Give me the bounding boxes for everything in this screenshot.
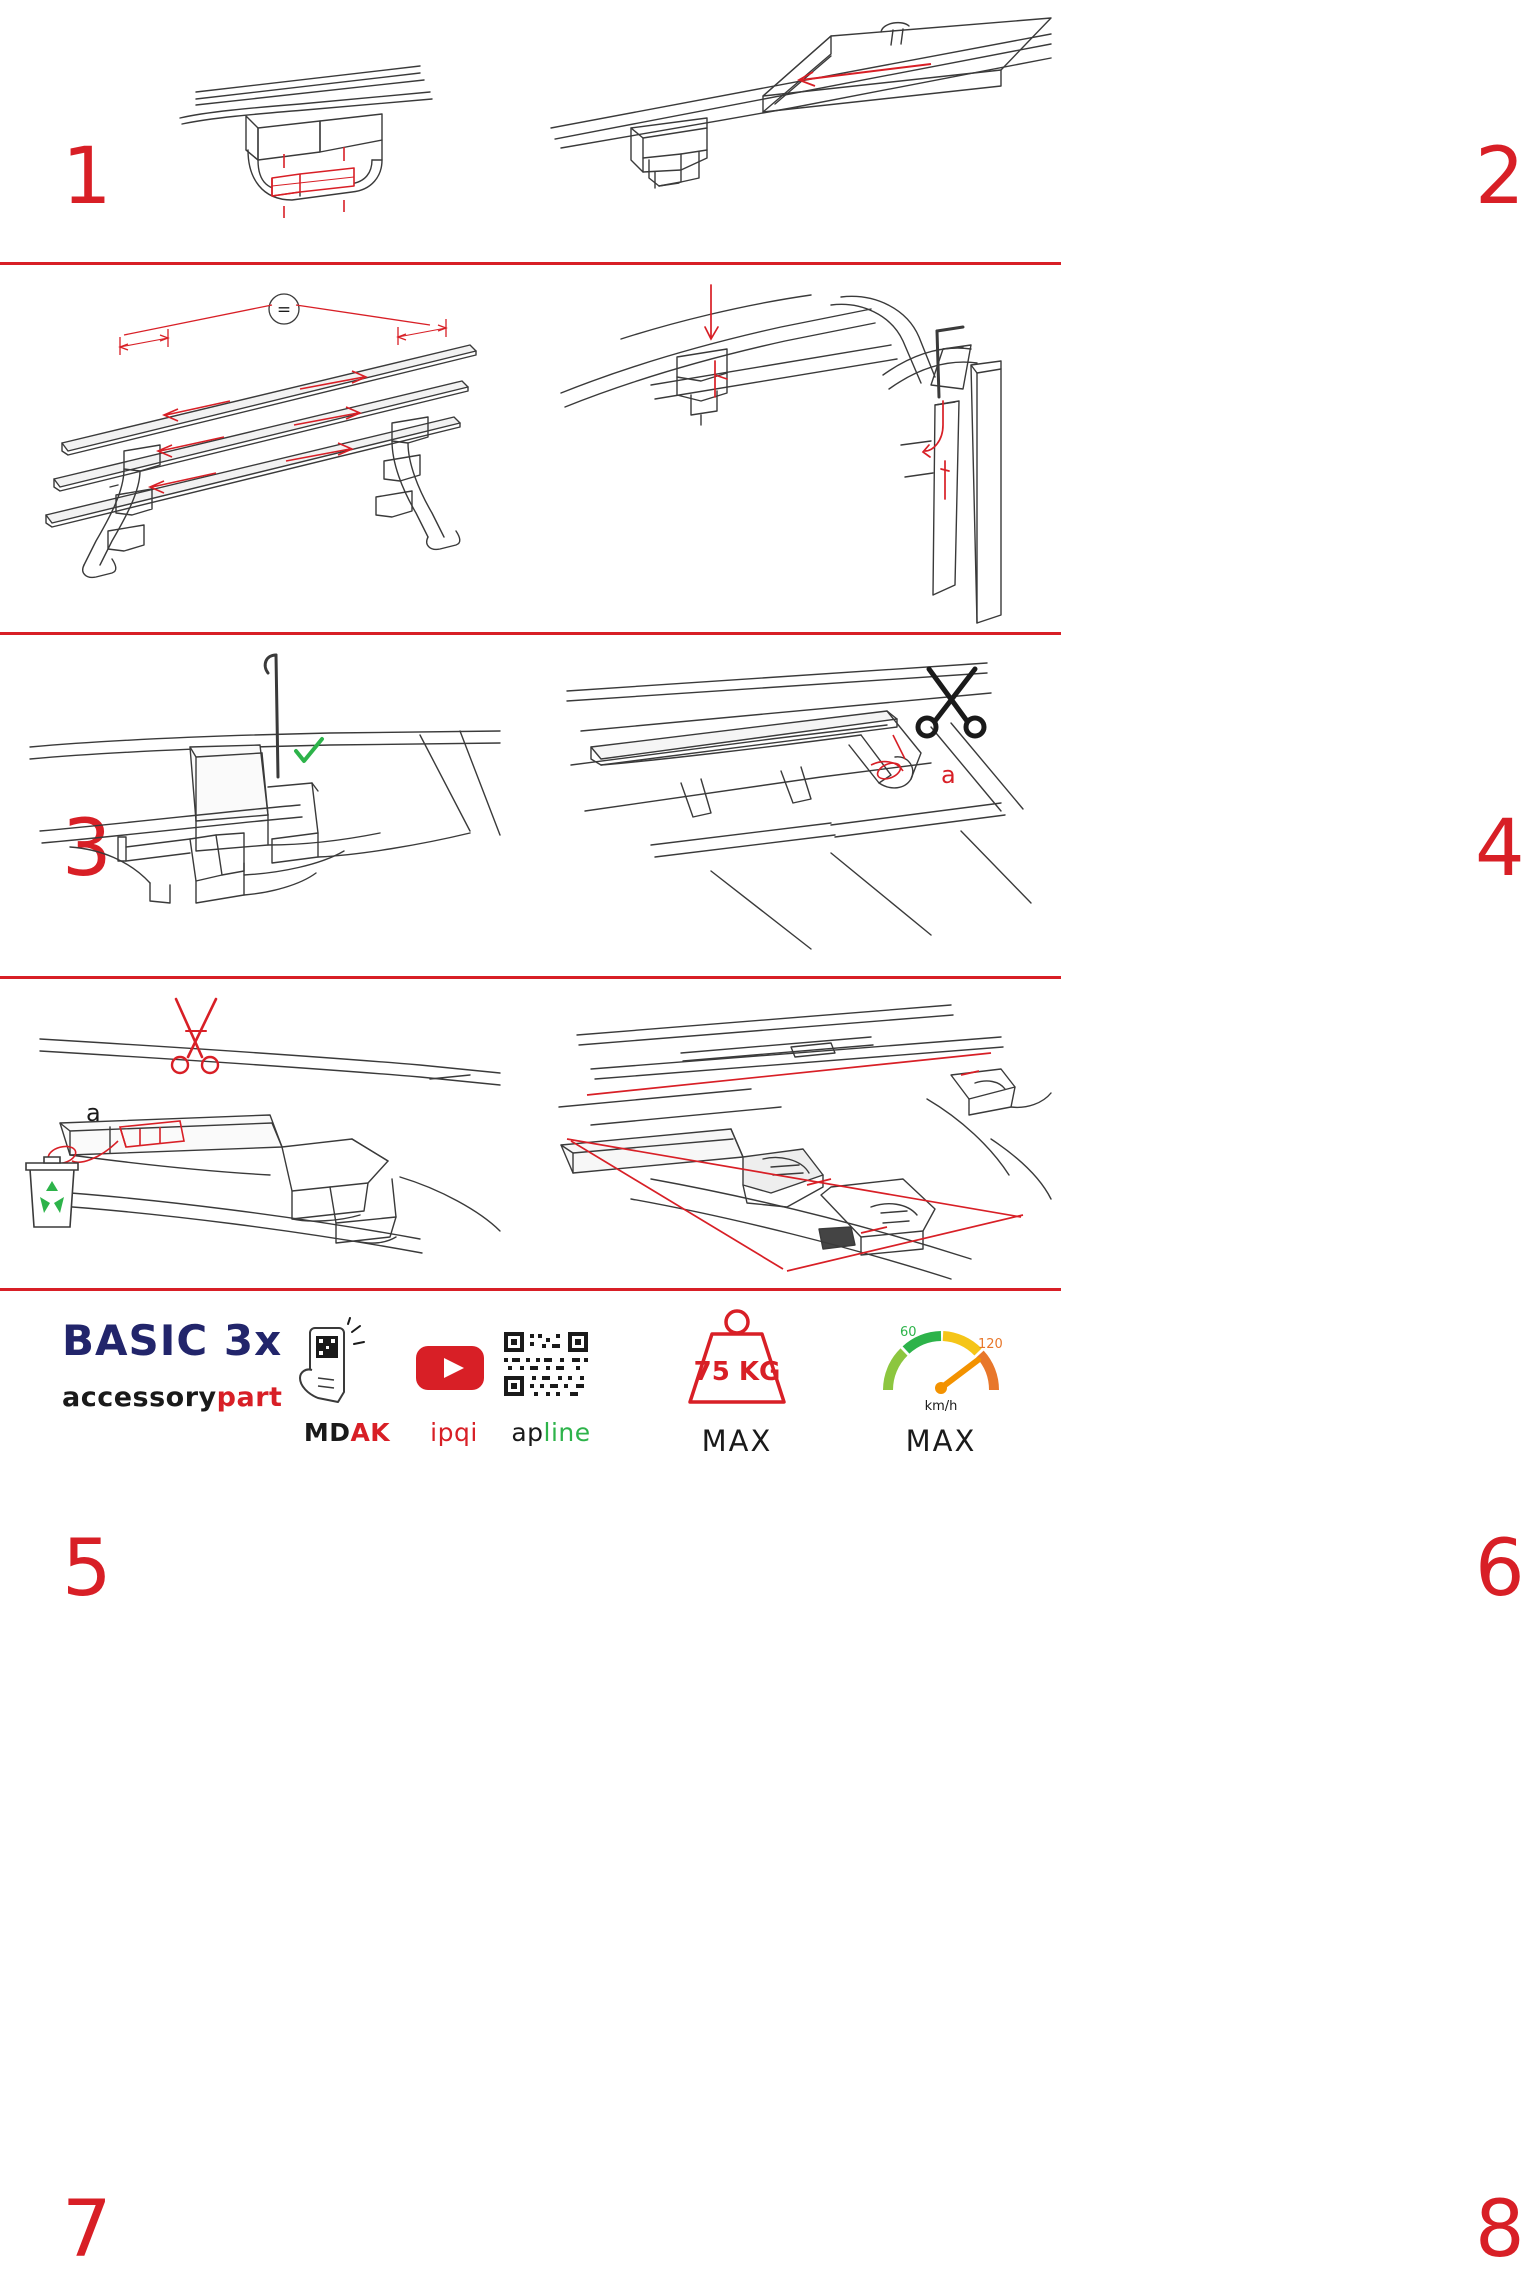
step-number-4: 4 <box>1475 804 1525 894</box>
step-number-6: 6 <box>1475 1524 1525 1614</box>
step-3-illustration <box>0 265 530 632</box>
speed-unit: km/h <box>924 1399 958 1414</box>
brand-accessory-text: accessory <box>62 1382 217 1413</box>
brand-basic-text: BASIC 3 <box>62 1316 255 1365</box>
check-mark-icon <box>296 739 322 761</box>
brand-basic-line <box>62 1316 292 1365</box>
step-2-illustration <box>531 0 1061 262</box>
equal-symbol: = <box>276 300 292 320</box>
max-speed-badge <box>866 1306 1016 1458</box>
step-1-illustration <box>0 0 530 262</box>
step-7-illustration <box>0 979 530 1288</box>
step-5-illustration <box>0 635 530 976</box>
max-speed-caption: MAX <box>905 1424 977 1458</box>
step-6-illustration <box>531 635 1061 976</box>
step-number-8: 8 <box>1475 2185 1525 2275</box>
divider-4 <box>0 1288 1061 1291</box>
scissors-icon <box>918 669 984 736</box>
logo-mdak-label: MDAK <box>303 1418 391 1447</box>
step-number-7: 7 <box>62 2185 112 2275</box>
footer <box>0 1292 1061 1500</box>
step-panel-4 <box>531 265 1525 894</box>
speed-scale-min: 60 <box>900 1325 917 1340</box>
label-a-step6: a <box>941 761 956 789</box>
step-number-2: 2 <box>1475 132 1525 222</box>
hand-phone-qr-icon <box>288 1322 398 1408</box>
step-8-illustration <box>531 979 1061 1288</box>
logo-mdak[interactable] <box>288 1322 406 1447</box>
max-load-caption: MAX <box>701 1424 773 1458</box>
logo-apline[interactable] <box>486 1322 616 1447</box>
label-a-step7: a <box>86 1099 101 1127</box>
max-load-value: 75 KG <box>693 1357 781 1387</box>
logo-ipqi-label: ipqi <box>430 1418 478 1447</box>
brand-part-text: part <box>216 1382 283 1413</box>
step-4-illustration <box>531 265 1061 632</box>
speed-scale-max: 120 <box>978 1337 1003 1352</box>
brand-basic-suffix: x <box>254 1316 283 1365</box>
speedometer-icon <box>866 1306 1016 1418</box>
max-load-badge <box>672 1306 802 1458</box>
step-number-5: 5 <box>62 1524 112 1614</box>
step-number-3: 3 <box>62 804 112 894</box>
brand-block <box>62 1316 292 1413</box>
brand-accessorypart <box>62 1384 292 1411</box>
step-panel-1 <box>0 0 530 262</box>
logo-apline-label: apline <box>511 1418 591 1447</box>
step-panel-2 <box>531 0 1525 262</box>
youtube-play-icon <box>400 1322 500 1408</box>
step-panel-3 <box>0 265 530 894</box>
qr-code-icon <box>486 1322 606 1408</box>
step-number-1: 1 <box>62 132 112 222</box>
weight-icon <box>672 1306 802 1418</box>
recycle-bin-icon <box>26 1157 78 1227</box>
